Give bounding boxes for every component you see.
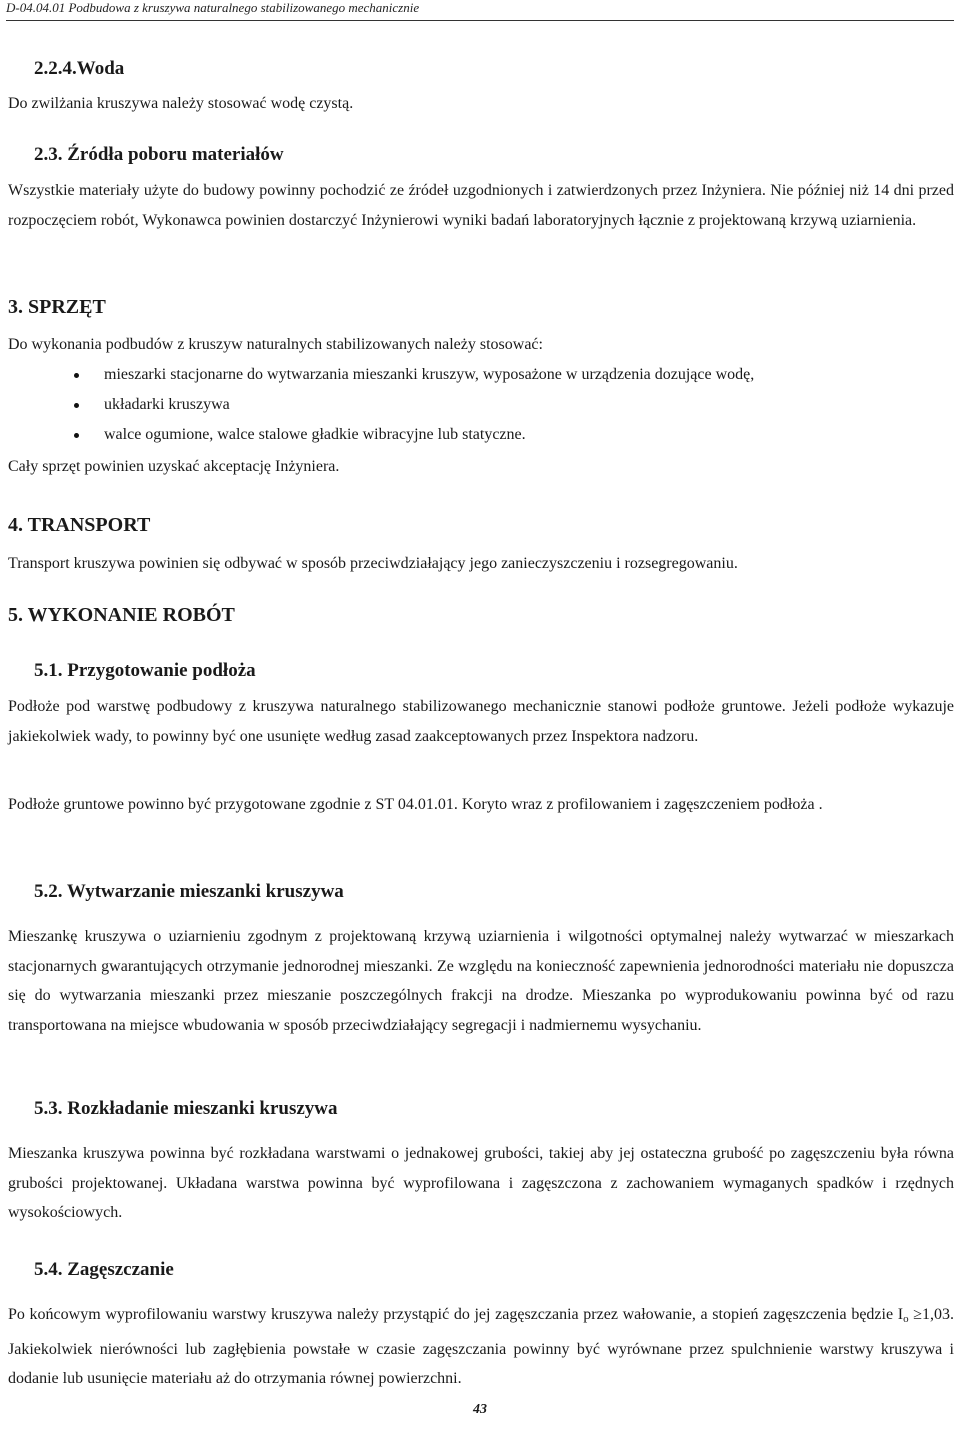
- compaction-text-before: Po końcowym wyprofilowaniu warstwy kruszywa należy przystąpić do jej zagęszczania przez wałowanie, a stopień zagęszczenia będzie I: [8, 1306, 904, 1323]
- heading-5-1: 5.1. Przygotowanie podłoża: [34, 660, 256, 681]
- heading-2-3: 2.3. Źródła poboru materiałów: [34, 144, 284, 165]
- paragraph-mixture-production: Mieszankę kruszywa o uziarnieniu zgodnym z projektowaną krzywą uziarnienia i wilgotności optymalnej należy wytwarzać w mieszarkach stacjonarnych gwarantujących otrzymanie jednorodnej mieszanki. Ze względu na konieczność zapewnienia jednorodności materiału nie dopuszcza się do wytwarzania mieszanki przez mieszanie poszczególnych frakcji na drodze. Mieszanka po wyprodukowaniu powinna być od razu transportowana na miejsce wbudowania w sposób przeciwdziałający segregacji i nadmiernemu wysychaniu.: [8, 928, 954, 1034]
- paragraph-compaction: [8, 1300, 954, 1394]
- list-item: układarki kruszywa: [0, 390, 754, 420]
- paragraph-mixture-spreading: Mieszanka kruszywa powinna być rozkładana warstwami o jednakowej grubości, takiej aby jej ostateczna grubość po zagęszczeniu była równa grubości projektowanej. Układana warstwa powinna być wyprofilowana i zagęszczona z zachowaniem wymaganych spadków i rzędnych wysokościowych.: [8, 1145, 954, 1221]
- heading-3: 3. SPRZĘT: [8, 296, 106, 318]
- compaction-text-after: . Jakiekolwiek nierówności lub zagłębienia powstałe w czasie zagęszczania powinny być wyrównane przez spulchnienie warstwy kruszywa i dodanie lub usunięcie materiału aż do otrzymania równej powierzchni.: [8, 1306, 955, 1387]
- list-item: mieszarki stacjonarne do wytwarzania mieszanki kruszyw, wyposażone w urządzenia dozujące wodę,: [0, 360, 754, 390]
- paragraph-water: Do zwilżania kruszywa należy stosować wodę czystą.: [8, 95, 354, 112]
- paragraph-subgrade-1: Podłoże pod warstwę podbudowy z kruszywa naturalnego stabilizowanego mechanicznie stanowi podłoże gruntowe. Jeżeli podłoże wykazuje jakiekolwiek wady, to powinny być one usunięte według zasad zaakceptowanych przez Inspektora nadzoru.: [8, 698, 954, 745]
- paragraph-equipment-intro: Do wykonania podbudów z kruszyw naturalnych stabilizowanych należy stosować:: [8, 336, 543, 353]
- running-header: D-04.04.01 Podbudowa z kruszywa naturalnego stabilizowanego mechanicznie: [6, 0, 420, 15]
- heading-5-2: 5.2. Wytwarzanie mieszanki kruszywa: [34, 881, 344, 902]
- equipment-list: [0, 360, 754, 450]
- heading-5-3: 5.3. Rozkładanie mieszanki kruszywa: [34, 1098, 338, 1119]
- compaction-relation: ≥1,03: [908, 1306, 951, 1323]
- heading-5-4: 5.4. Zagęszczanie: [34, 1259, 174, 1280]
- compaction-index-subscript: o: [903, 1313, 909, 1325]
- paragraph-material-sources: Wszystkie materiały użyte do budowy powinny pochodzić ze źródeł uzgodnionych i zatwierdzonych przez Inżyniera. Nie później niż 14 dni przed rozpoczęciem robót, Wykonawca powinien dostarczyć Inżynierowi wyniki badań laboratoryjnych łącznie z projektowaną krzywą uziarnienia.: [8, 182, 954, 229]
- paragraph-equipment-acceptance: Cały sprzęt powinien uzyskać akceptację Inżyniera.: [8, 458, 340, 475]
- paragraph-transport: Transport kruszywa powinien się odbywać w sposób przeciwdziałający jego zanieczyszczeniu i rozsegregowaniu.: [8, 555, 738, 572]
- header-divider: [6, 20, 954, 21]
- heading-4: 4. TRANSPORT: [8, 514, 151, 536]
- heading-2-2-4: 2.2.4.Woda: [34, 58, 125, 79]
- list-item: walce ogumione, walce stalowe gładkie wibracyjne lub statyczne.: [0, 420, 754, 450]
- paragraph-subgrade-2: Podłoże gruntowe powinno być przygotowane zgodnie z ST 04.01.01. Koryto wraz z profilowaniem i zagęszczeniem podłoża .: [8, 796, 823, 813]
- page-number: 43: [473, 1402, 487, 1417]
- heading-5: 5. WYKONANIE ROBÓT: [8, 604, 235, 626]
